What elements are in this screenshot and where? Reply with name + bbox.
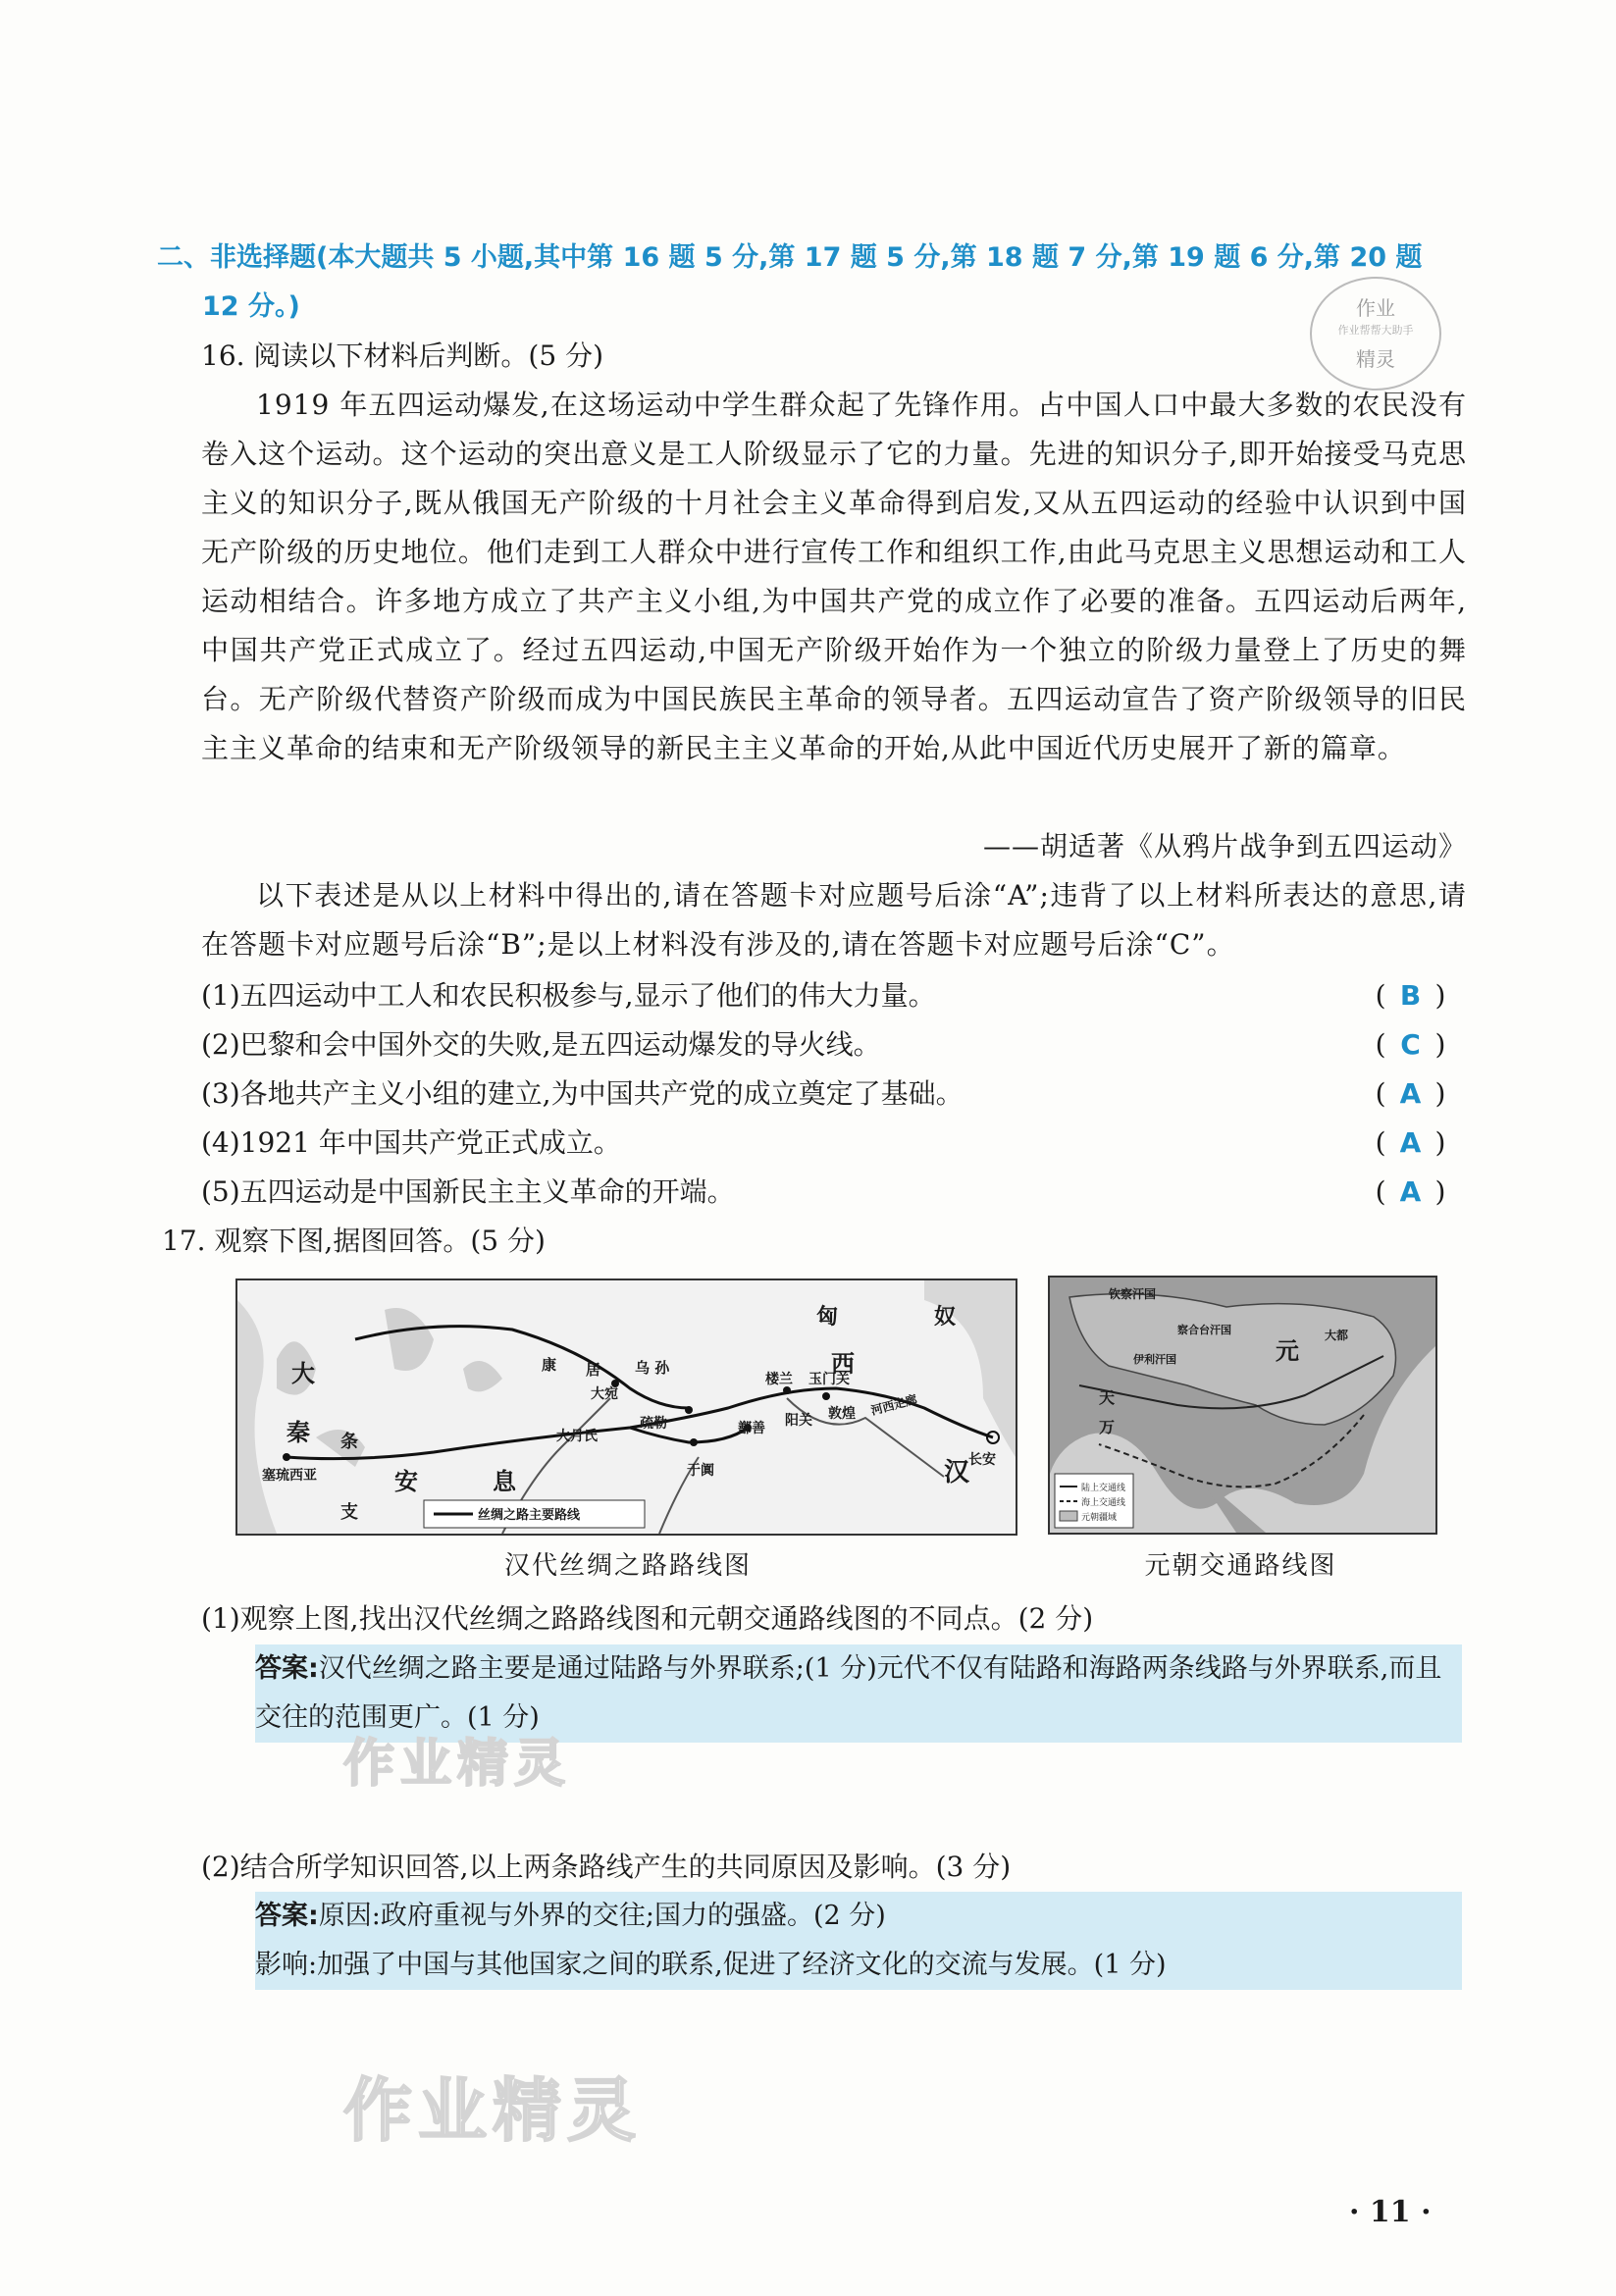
q16-item-1-text: (1)五四运动中工人和农民积极参与,显示了他们的伟大力量。 xyxy=(201,979,936,1012)
q16-item-5-text: (5)五四运动是中国新民主主义革命的开端。 xyxy=(201,1175,735,1208)
q16-item-4-answer: A xyxy=(1399,1126,1422,1159)
q16-item-4: (4)1921 年中国共产党正式成立。 ( A ) xyxy=(201,1119,1467,1168)
q16-item-4-text: (4)1921 年中国共产党正式成立。 xyxy=(201,1126,621,1159)
yuan-label-chagatai: 察合台汗国 xyxy=(1177,1324,1231,1336)
han-label-dayuezhi: 大月氏 xyxy=(556,1429,598,1444)
han-label-xiongnu1: 匈 xyxy=(816,1304,839,1330)
han-label-ju: 居 xyxy=(586,1361,601,1379)
yuan-route-map xyxy=(1048,1276,1437,1535)
han-silk-road-map xyxy=(235,1278,1017,1536)
han-legend: 丝绸之路主要路线 xyxy=(478,1508,581,1523)
section-title-line1: 二、非选择题(本大题共 5 小题,其中第 16 题 5 分,第 17 题 5 分,第 18 题 7 分,第 19 题 6 分,第 20 题 xyxy=(157,242,1423,273)
han-label-changan: 长安 xyxy=(968,1452,996,1468)
q16-item-2-answer: C xyxy=(1400,1028,1421,1061)
han-label-dawan: 大宛 xyxy=(591,1386,618,1402)
q17-sub1-answer-label: 答案: xyxy=(255,1653,319,1684)
watermark-1: 作业精灵 xyxy=(343,1735,572,1794)
q16-item-3: (3)各地共产主义小组的建立,为中国共产党的成立奠定了基础。 ( A ) xyxy=(201,1070,1467,1119)
han-label-qin: 秦 xyxy=(287,1418,310,1446)
yuan-label-qincha: 钦察汗国 xyxy=(1109,1287,1157,1301)
han-label-selucid: 塞琉西亚 xyxy=(262,1468,317,1484)
yuan-label-tian: 天 xyxy=(1099,1388,1116,1407)
stamp-logo xyxy=(1310,277,1441,391)
q17-sub1-question: (1)观察上图,找出汉代丝绸之路路线图和元朝交通路线图的不同点。(2 分) xyxy=(201,1602,1094,1635)
stamp-bottom-text: 精灵 xyxy=(1356,347,1395,371)
q17-sub1-answer-text: 汉代丝绸之路主要是通过陆路与外界联系;(1 分)元代不仅有陆路和海路两条线路与外界联系,而且交往的范围更广。(1 分) xyxy=(255,1653,1442,1733)
han-label-yangguan: 阳关 xyxy=(785,1413,812,1429)
yuan-label-yuan: 元 xyxy=(1276,1336,1299,1365)
watermark-2: 作业精灵 xyxy=(343,2070,642,2151)
han-label-loulan: 楼兰 xyxy=(765,1372,793,1387)
yuan-legend-2: 海上交通线 xyxy=(1081,1498,1126,1508)
q16-item-1-answer: B xyxy=(1399,979,1422,1012)
han-label-xiongnu2: 奴 xyxy=(934,1304,957,1330)
q16-instruction: 以下表述是从以上材料中得出的,请在答题卡对应题号后涂“A”;违背了以上材料所表达的意思,请在答题卡对应题号后涂“B”;是以上材料没有涉及的,请在答题卡对应题号后涂“C”。 xyxy=(201,879,1467,961)
q17-sub2-answer-line1: 原因:政府重视与外界的交往;国力的强盛。(2 分) xyxy=(318,1901,886,1931)
q16-item-1: (1)五四运动中工人和农民积极参与,显示了他们的伟大力量。 ( B ) xyxy=(201,971,1467,1020)
section-title xyxy=(157,234,1472,332)
han-label-zhi: 支 xyxy=(340,1502,358,1523)
han-map-caption: 汉代丝绸之路路线图 xyxy=(503,1551,752,1581)
yuan-label-wan: 万 xyxy=(1099,1418,1116,1436)
han-label-kangju: 康 xyxy=(542,1356,557,1374)
q16-title: 16. 阅读以下材料后判断。(5 分) xyxy=(201,339,603,372)
yuan-map-caption: 元朝交通路线图 xyxy=(1144,1551,1337,1581)
han-label-hexi: 河西走廊 xyxy=(869,1392,919,1418)
yuan-label-dadu: 大都 xyxy=(1325,1329,1349,1342)
han-label-shanshan: 鄯善 xyxy=(738,1421,765,1436)
stamp-top-text: 作业 xyxy=(1356,296,1395,320)
han-label-han: 汉 xyxy=(944,1458,970,1487)
q17-title: 17. 观察下图,据图回答。(5 分) xyxy=(162,1225,546,1257)
han-label-an: 安 xyxy=(394,1467,418,1495)
han-label-wusun: 乌 孙 xyxy=(635,1359,670,1377)
section-title-line2: 12 分。) xyxy=(202,291,300,322)
han-label-dunhuang: 敦煌 xyxy=(828,1406,856,1422)
q16-source: ——胡适著《从鸦片战争到五四运动》 xyxy=(982,830,1467,862)
q16-item-2: (2)巴黎和会中国外交的失败,是五四运动爆发的导火线。 ( C ) xyxy=(201,1020,1467,1070)
han-label-xi: 西 xyxy=(831,1349,855,1378)
q16-item-5-answer: A xyxy=(1399,1175,1422,1208)
q16-item-3-answer: A xyxy=(1399,1077,1422,1110)
q17-sub2-answer-label: 答案: xyxy=(255,1901,319,1931)
q17-sub2-question: (2)结合所学知识回答,以上两条路线产生的共同原因及影响。(3 分) xyxy=(201,1851,1012,1883)
q17-sub2-answer-line2: 影响:加强了中国与其他国家之间的联系,促进了经济文化的交流与发展。(1 分) xyxy=(255,1950,1167,1980)
han-label-xi2: 息 xyxy=(493,1467,516,1495)
q17-sub2-answer-box xyxy=(255,1892,1462,1990)
yuan-label-yili: 伊利汗国 xyxy=(1133,1353,1176,1366)
stamp-middle-text: 作业帮帮大助手 xyxy=(1337,324,1414,337)
han-label-yutian: 于阗 xyxy=(687,1463,714,1479)
q16-item-5: (5)五四运动是中国新民主主义革命的开端。 ( A ) xyxy=(201,1168,1467,1217)
yuan-legend-3: 元朝疆域 xyxy=(1081,1513,1118,1523)
q16-passage: 1919 年五四运动爆发,在这场运动中学生群众起了先锋作用。占中国人口中最大多数的农民没有卷入这个运动。这个运动的突出意义是工人阶级显示了它的力量。先进的知识分子,即开始接受马克思主义的知识分子,既从俄国无产阶级的十月社会主义革命得到启发,又从五四运动的经验中认识到中国无产阶级的历史地位。他们走到工人群众中进行宣传工作和组织工作,由此马克思主义思想运动和工人运动相结合。许多地方成立了共产主义小组,为中国共产党的成立作了必要的准备。五四运动后两年,中国共产党正式成立了。经过五四运动,中国无产阶级开始作为一个独立的阶级力量登上了历史的舞台。无产阶级代替资产阶级而成为中国民族民主革命的领导者。五四运动宣告了资产阶级领导的旧民主主义革命的结束和无产阶级领导的新民主主义革命的开始,从此中国近代历史展开了新的篇章。 xyxy=(201,389,1467,764)
han-label-da: 大 xyxy=(291,1359,315,1387)
han-label-yumenguan: 玉门关 xyxy=(808,1372,850,1387)
han-label-shule: 疏勒 xyxy=(640,1416,667,1432)
q16-item-3-text: (3)各地共产主义小组的建立,为中国共产党的成立奠定了基础。 xyxy=(201,1077,964,1110)
page-number: · 11 · xyxy=(1349,2195,1432,2229)
yuan-legend-1: 陆上交通线 xyxy=(1081,1484,1126,1493)
q16-item-2-text: (2)巴黎和会中国外交的失败,是五四运动爆发的导火线。 xyxy=(201,1028,881,1061)
han-label-tiao: 条 xyxy=(340,1432,358,1452)
